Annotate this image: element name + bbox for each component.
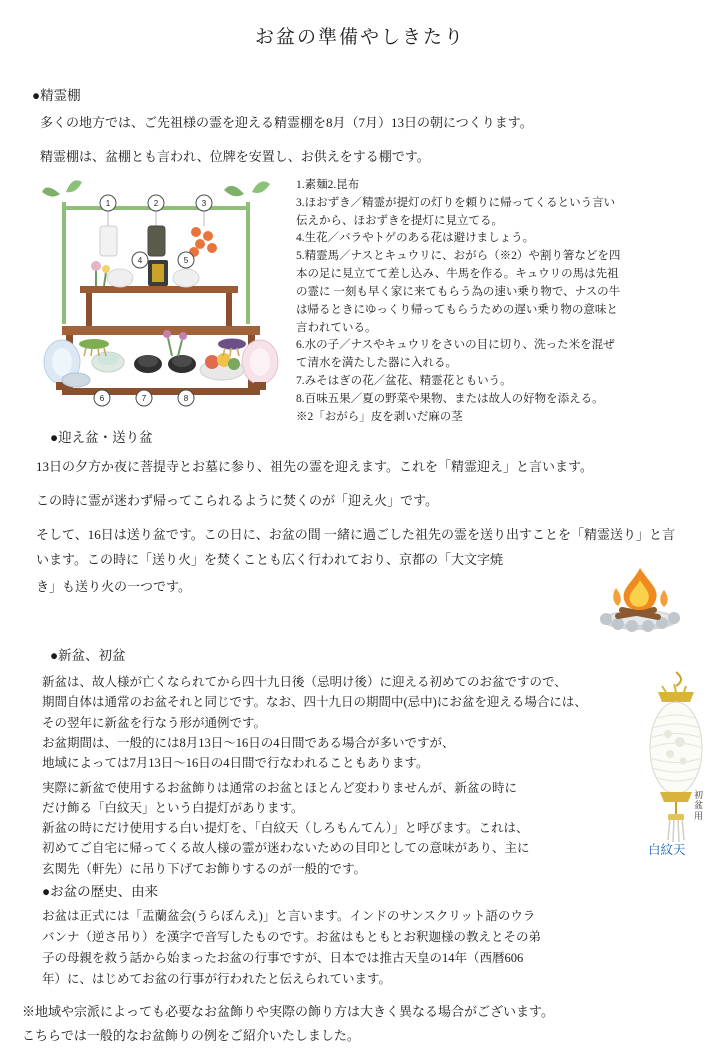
section1-paragraph-1: 多くの地方では、ご先祖様の霊を迎える精霊棚を8月（7月）13日の朝につくります。 — [40, 115, 533, 130]
section-heading-niibon-hatsubon: ●新盆、初盆 — [50, 648, 126, 663]
bonfire-illustration — [592, 562, 688, 632]
section2-paragraph-4: き」も送り火の一つです。 — [36, 579, 191, 594]
page-title: お盆の準備やしきたり — [254, 27, 465, 48]
svg-text:7: 7 — [141, 394, 147, 403]
section-heading-shouryoudana: ●精霊棚 — [32, 88, 81, 103]
section-heading-history: ●お盆の歴史、由来 — [42, 884, 159, 899]
svg-text:5: 5 — [183, 256, 189, 265]
document-page — [0, 22, 720, 1062]
illustration-number-4 — [132, 252, 148, 268]
section3-block-3: 新盆の時にだけ使用する白い提灯を、「白紋天（しろもんてん）」と呼びます。これは、 初めてご自宅に帰ってくる故人様の霊が迷わないための目印としての意味があり、主に 玄関先（軒先）に吊り下げてお飾りするのが一般的です。 — [42, 821, 530, 876]
shouryoudana-illustration — [36, 174, 286, 419]
okuribi-fire-drawing — [592, 562, 688, 632]
section2-paragraph-3: そして、16日は送り盆です。この日に、お盆の間 一緒に過ごした祖先の霊を送り出すことを「精霊送り」と言います。この時に「送り火」を焚くことも広く行われており、京都の「大文字焼 — [36, 527, 675, 568]
section4-body: お盆は正式には「盂蘭盆会(うらぼんえ)」と言います。インドのサンスクリット語のウラ バンナ（逆さ吊り）を漢字で音写したものです。お盆はもともとお釈迦様の教えとその弟 子の母親を救う話から始まったお盆の行事ですが、日本では推古天皇の14年（西暦606 年）に、はじめてお盆の行事が行われたと伝えられています。 — [42, 909, 542, 986]
svg-text:3: 3 — [201, 199, 207, 208]
section3-block-2: 実際に新盆で使用するお盆飾りは通常のお盆とほとんど変わりませんが、新盆の時に だけ飾る「白紋天」という白提灯があります。 — [42, 781, 518, 816]
svg-text:8: 8 — [183, 394, 189, 403]
section3-block-1: 新盆は、故人様が亡くなられてから四十九日後（忌明け後）に迎える初めてのお盆ですので、 期間自体は通常のお盆それと同じです。なお、四十九日の期間中(忌中)にお盆を迎える場合には、 その翌年に新盆を行なう形が通例です。 お盆期間は、一般的には8月13日～16日の4日間である場合が多いですが、 地域によっては7月13日～16日の4日間で行なわれることもあります。 — [42, 675, 587, 770]
section-heading-mukaebon-okuribon: ●迎え盆・送り盆 — [50, 430, 153, 445]
section2-paragraph-2: この時に霊が迷わず帰ってこられるように焚くのが「迎え火」です。 — [36, 493, 438, 508]
altar-drawing — [36, 174, 286, 419]
svg-text:1: 1 — [105, 199, 111, 208]
svg-text:2: 2 — [153, 199, 159, 208]
illustration-number-3 — [196, 195, 212, 211]
illustration-number-6 — [94, 390, 110, 406]
illustration-number-8 — [178, 390, 194, 406]
section1-paragraph-2: 精霊棚は、盆棚とも言われ、位牌を安置し、お供えをする棚です。 — [40, 149, 430, 164]
footer-note: ※地域や宗派によっても必要なお盆飾りや実際の飾り方は大きく異なる場合がございます。 こちらでは一般的なお盆飾りの例をご紹介いたしました。 — [22, 1004, 554, 1044]
section1-notes-list: 1.素麺2.昆布 3.ほおずき／精霊が提灯の灯りを頼りに帰ってくるという言い 伝えから、ほおずきを提灯に見立てる。 4.生花／バラやトゲのある花は避けましょう。 5.精霊馬／ナスとキュウリに、おがら（※2）や割り箸などを四 本の足に見立てて差し込み、牛馬を作る。キュウリの馬は先祖 の霊に 一刻も早く家に来てもらう為の速い乗り物で、ナスの牛 は帰るときにゆっくり帰ってもらうための遅い乗り物の意味と 言われている。 6.水の子／ナスやキュウリをさいの目に切り、洗った米を混ぜ て清水を満たした器に入れる。 7.みそはぎの花／盆花、精霊花ともいう。 8.百味五果／夏の野菜や果物、または故人の好物を添える。 ※2「おがら」皮を剥いだ麻の茎 — [296, 179, 621, 423]
lantern-side-label: 初盆用 — [694, 790, 704, 821]
illustration-number-2 — [148, 195, 164, 211]
white-lantern-drawing — [636, 668, 716, 868]
svg-text:4: 4 — [137, 256, 143, 265]
shiromonten-lantern-illustration — [636, 668, 716, 868]
illustration-number-5 — [178, 252, 194, 268]
illustration-number-1 — [100, 195, 116, 211]
illustration-number-7 — [136, 390, 152, 406]
svg-text:6: 6 — [99, 394, 105, 403]
lantern-caption: 白紋天 — [648, 843, 686, 857]
section2-paragraph-1: 13日の夕方か夜に菩提寺とお墓に参り、祖先の霊を迎えます。これを「精霊迎え」と言います。 — [36, 459, 593, 474]
